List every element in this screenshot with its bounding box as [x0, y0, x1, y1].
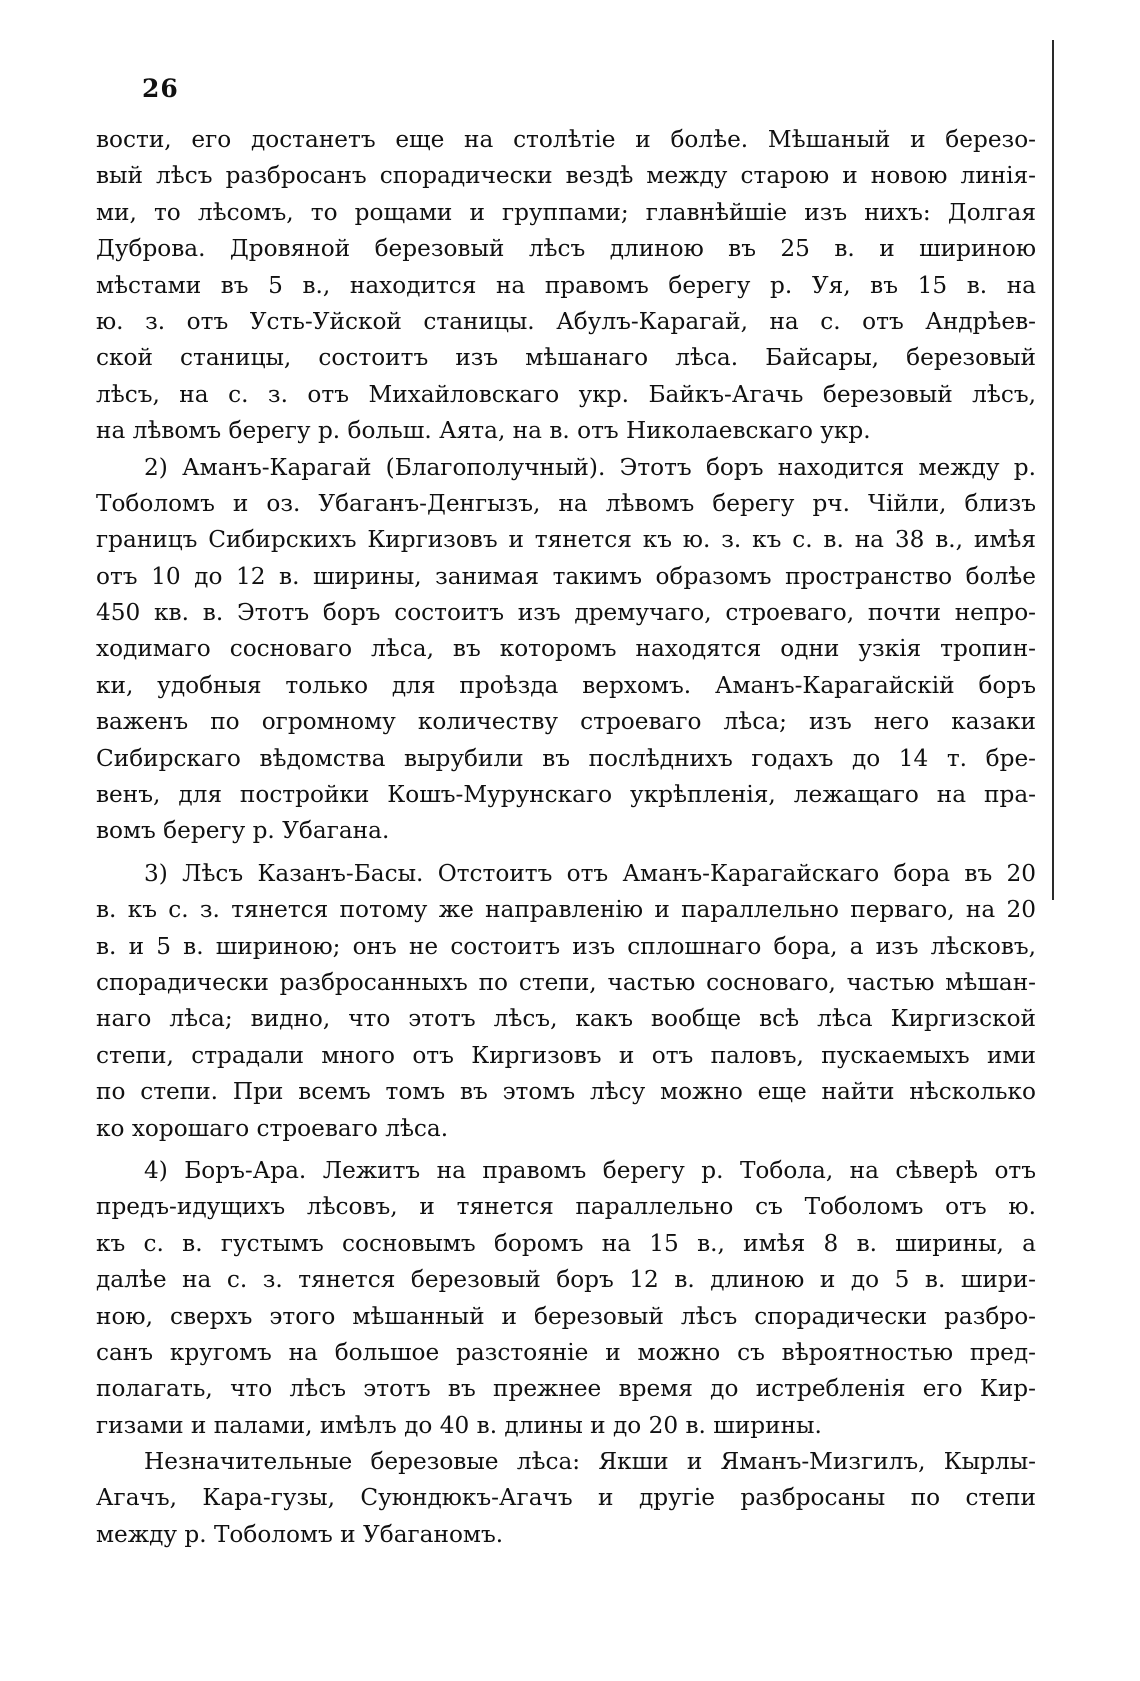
text-line: далѣе на с. з. тянется березовый боръ 12 в. длиною и до 5 в. шири- [96, 1266, 1036, 1294]
text-line: предъ-идущихъ лѣсовъ, и тянется параллельно съ Тоболомъ отъ ю. [96, 1193, 1036, 1221]
text-line: ки, удобныя только для проѣзда верхомъ. Аманъ-Карагайскій боръ [96, 671, 1036, 699]
text-line: мѣстами въ 5 в., находится на правомъ берегу р. Уя, въ 15 в. на [96, 271, 1036, 299]
text-line: в. и 5 в. шириною; онъ не состоитъ изъ сплошнаго бора, а изъ лѣсковъ, [96, 932, 1036, 960]
page-edge-mark [1052, 40, 1054, 900]
text-line: ю. з. отъ Усть-Уйской станицы. Абулъ-Карагай, на с. отъ Андрѣев- [96, 307, 1036, 335]
text-line: ко хорошаго строеваго лѣса. [96, 1114, 449, 1142]
text-line: Тоболомъ и оз. Убаганъ-Денгызъ, на лѣвомъ берегу рч. Чійли, близъ [96, 489, 1036, 517]
text-line: важенъ по огромному количеству строеваго лѣса; изъ него казаки [96, 708, 1036, 736]
paragraph-aman-karagai [96, 450, 1036, 850]
text-line: 2) Аманъ-Карагай (Благополучный). Этотъ боръ находится между р. [144, 453, 1036, 481]
text-line: на лѣвомъ берегу р. больш. Аята, на в. отъ Николаевскаго укр. [96, 417, 871, 445]
text-line: лѣсъ, на с. з. отъ Михайловскаго укр. Байкъ-Агачь березовый лѣсъ, [96, 380, 1036, 408]
text-line: полагать, что лѣсъ этотъ въ прежнее время до истребленія его Кир- [96, 1375, 1036, 1403]
page-body-text [96, 122, 1036, 1553]
text-line: ходимаго сосноваго лѣса, въ которомъ находятся одни узкія тропин- [96, 635, 1036, 663]
text-line: вомъ берегу р. Убагана. [96, 817, 390, 845]
text-line: спорадически разбросанныхъ по степи, частью сосноваго, частью мѣшан- [96, 968, 1036, 996]
page-number: 26 [142, 74, 179, 103]
text-line: 450 кв. в. Этотъ боръ состоитъ изъ дремучаго, строеваго, почти непро- [96, 599, 1036, 627]
text-line: степи, страдали много отъ Киргизовъ и отъ паловъ, пускаемыхъ ими [96, 1041, 1036, 1069]
text-line: къ с. в. густымъ сосновымъ боромъ на 15 в., имѣя 8 в. ширины, а [96, 1229, 1036, 1257]
text-line: венъ, для постройки Кошъ-Мурунскаго укрѣпленія, лежащаго на пра- [96, 781, 1036, 809]
paragraph-bor-ara [96, 1153, 1036, 1444]
text-line: вый лѣсъ разбросанъ спорадически вездѣ между старою и новою линія- [96, 162, 1036, 190]
text-line: Незначительные березовые лѣса: Якши и Яманъ-Мизгилъ, Кырлы- [144, 1448, 1036, 1476]
text-line: наго лѣса; видно, что этотъ лѣсъ, какъ вообще всѣ лѣса Киргизской [96, 1005, 1036, 1033]
text-line: ской станицы, состоитъ изъ мѣшанаго лѣса. Байсары, березовый [96, 344, 1036, 372]
text-line: ною, сверхъ этого мѣшанный и березовый лѣсъ спорадически разбро- [96, 1302, 1036, 1330]
text-line: Агачъ, Кара-гузы, Суюндюкъ-Агачъ и другіе разбросаны по степи [96, 1484, 1036, 1512]
text-line: между р. Тоболомъ и Убаганомъ. [96, 1520, 504, 1548]
text-line: по степи. При всемъ томъ въ этомъ лѣсу можно еще найти нѣсколько [96, 1078, 1036, 1106]
paragraph-minor-forests [96, 1444, 1036, 1553]
text-line: отъ 10 до 12 в. ширины, занимая такимъ образомъ пространство болѣе [96, 562, 1036, 590]
text-line: гизами и палами, имѣлъ до 40 в. длины и до 20 в. ширины. [96, 1411, 822, 1439]
text-line: Дуброва. Дровяной березовый лѣсъ длиною въ 25 в. и шириною [96, 235, 1036, 263]
text-line: санъ кругомъ на большое разстояніе и можно съ вѣроятностью пред- [96, 1338, 1036, 1366]
text-line: 4) Боръ-Ара. Лежитъ на правомъ берегу р. Тобола, на сѣверѣ отъ [144, 1156, 1036, 1184]
text-line: Сибирскаго вѣдомства вырубили въ послѣднихъ годахъ до 14 т. бре- [96, 744, 1036, 772]
paragraph-kazan-basy [96, 856, 1036, 1147]
text-line: ми, то лѣсомъ, то рощами и группами; главнѣйшіе изъ нихъ: Долгая [96, 198, 1036, 226]
text-line: границъ Сибирскихъ Киргизовъ и тянется къ ю. з. къ с. в. на 38 в., имѣя [96, 526, 1036, 554]
text-line: в. къ с. з. тянется потому же направленію и параллельно перваго, на 20 [96, 896, 1036, 924]
text-line: вости, его достанетъ еще на столѣтіе и болѣе. Мѣшаный и березо- [96, 126, 1036, 153]
paragraph-continuation [96, 122, 1036, 450]
text-line: 3) Лѣсъ Казанъ-Басы. Отстоитъ отъ Аманъ-Карагайскаго бора въ 20 [144, 859, 1036, 887]
